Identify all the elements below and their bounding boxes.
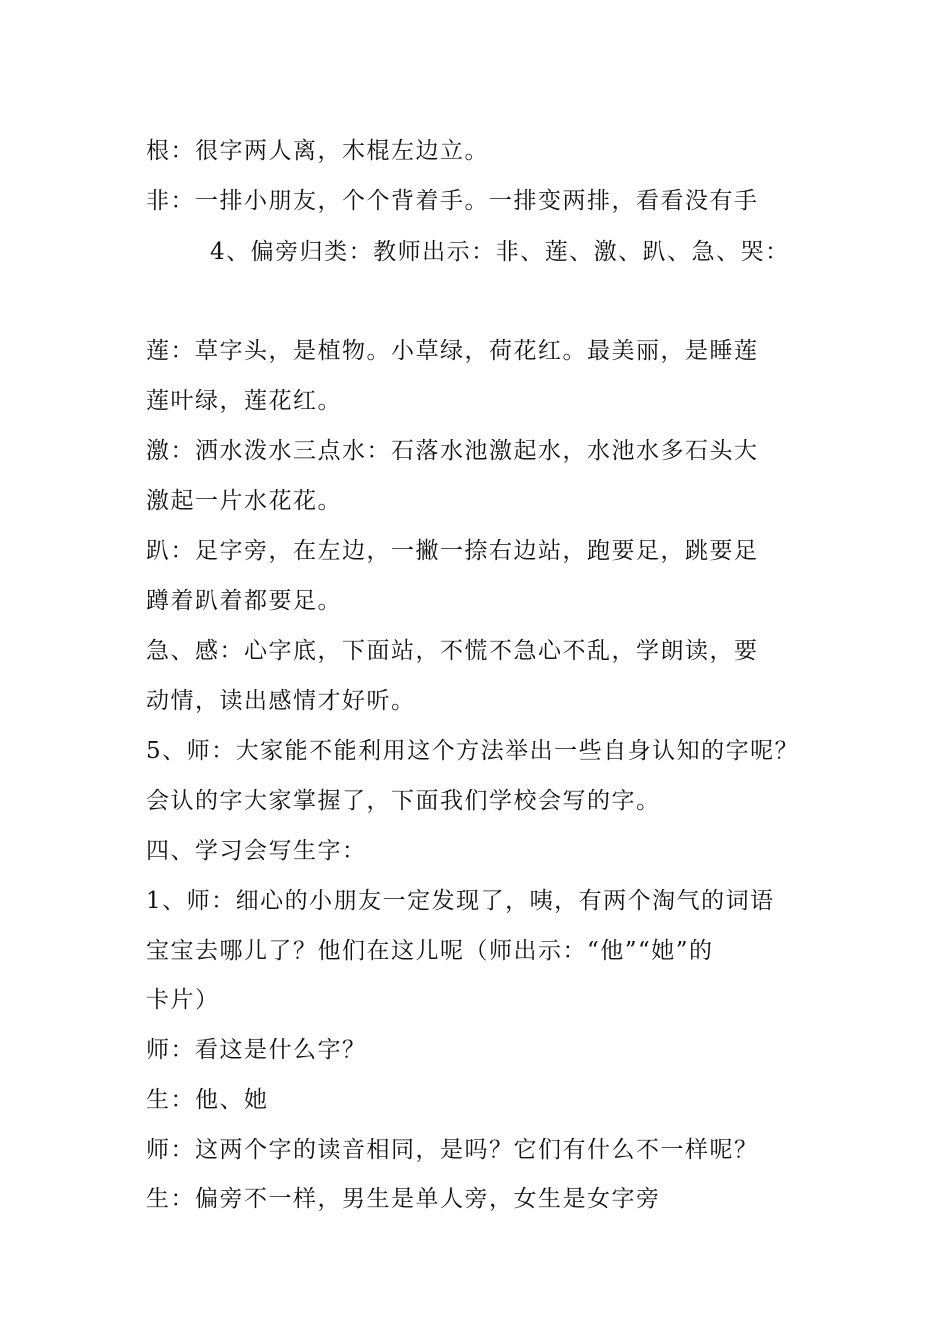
text-line-16: 宝宝去哪儿了？他们在这儿呢（师出示：“他”“她”的 [146,938,714,964]
text-line-15: 1、师：细心的小朋友一定发现了，咦，有两个淘气的词语 [146,888,775,914]
text-line-8: 趴：足字旁，在左边，一撇一捺右边站，跑要足，跳要足 [146,538,759,564]
text-line-4: 莲：草字头，是植物。小草绿，荷花红。最美丽，是睡莲 [146,338,759,364]
text-line-2: 非：一排小朋友，个个背着手。一排变两排，看看没有手 [146,188,759,214]
text-line-19: 生：他、她 [146,1087,269,1113]
text-line-10: 急、感：心字底，下面站，不慌不急心不乱，学朗读，要 [146,638,759,664]
text-line-20: 师：这两个字的读音相同，是吗？它们有什么不一样呢？ [146,1137,759,1163]
text-line-18: 师：看这是什么字？ [146,1037,367,1063]
text-line-13: 会认的字大家掌握了，下面我们学校会写的字。 [146,788,661,814]
text-line-17: 卡片） [146,987,220,1013]
text-line-11: 动情，读出感情才好听。 [146,688,416,714]
text-line-9: 蹲着趴着都要足。 [146,588,342,614]
text-line-6: 激：洒水泼水三点水：石落水池激起水，水池水多石头大 [146,438,759,464]
text-line-7: 激起一片水花花。 [146,488,342,514]
text-line-3: 4、偏旁归类：教师出示：非、莲、激、趴、急、哭： [210,239,790,265]
text-line-12: 5、师：大家能不能利用这个方法举出一些自身认知的字呢？ [146,738,800,764]
text-line-21: 生：偏旁不一样，男生是单人旁，女生是女字旁 [146,1186,661,1212]
text-line-1: 根：很字两人离，木棍左边立。 [146,138,489,164]
text-line-5: 莲叶绿，莲花红。 [146,388,342,414]
text-line-14: 四、学习会写生字： [146,838,367,864]
